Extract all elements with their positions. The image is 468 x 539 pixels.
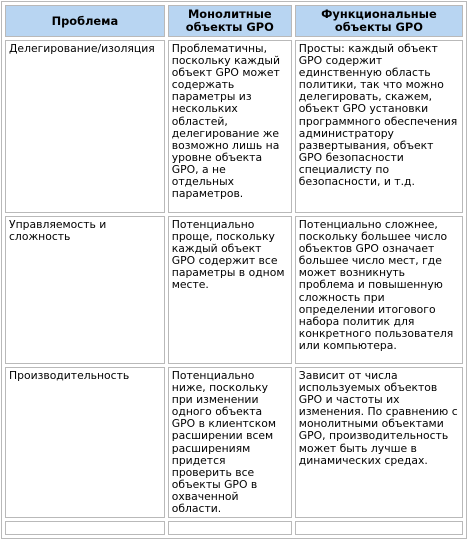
monolithic-text: Проблематичны, поскольку каждый объект GPO может содержать параметры из нескольких областей, делегирование же возможно лишь на уровне объекта GPO, а не отдельных параметров.: [171, 42, 280, 201]
table-row: [5, 367, 463, 518]
monolithic-text: Потенциально проще, поскольку каждый объект GPO содержит все параметры в одном месте.: [171, 218, 285, 292]
problem-text: Делегирование/изоляция: [9, 42, 155, 55]
comparison-table: [1, 1, 467, 539]
cell-problem: [5, 216, 165, 364]
cell-empty: [295, 521, 463, 535]
header-problem: Проблема: [5, 5, 165, 37]
table-row: [5, 40, 463, 213]
functional-text: Зависит от числа используемых объектов GPO и частоты их изменения. По сравнению с монолитными объектами GPO, производительность может быть лучше в динамических средах.: [298, 369, 458, 467]
cell-monolithic: [168, 40, 292, 213]
problem-text: Производительность: [9, 369, 130, 382]
monolithic-text: Потенциально ниже, поскольку при изменении одного объекта GPO в клиентском расширении всем расширениям придется проверить все объекты GPO в охваченной области.: [171, 369, 277, 516]
cell-problem: [5, 40, 165, 213]
functional-text: Потенциально сложнее, поскольку большее число объектов GPO означает большее число мест, где может возникнуть проблема и повышенную сложность при определении итогового набора политик для конкретного пользователя или компьютера.: [298, 218, 454, 352]
cell-functional: [295, 367, 463, 518]
header-functional-gpo: Функциональные объекты GPO: [295, 5, 463, 37]
table-row: [5, 216, 463, 364]
table-header-row: [5, 5, 463, 37]
cell-empty: [5, 521, 165, 535]
cell-monolithic: [168, 216, 292, 364]
header-monolithic-gpo: Монолитные объекты GPO: [168, 5, 292, 37]
cell-problem: [5, 367, 165, 518]
cell-functional: [295, 40, 463, 213]
functional-text: Просты: каждый объект GPO содержит единственную область политики, так что можно делегировать, скажем, объект GPO установки программного обеспечения администратору развертывания, объект GPO безопасности специалисту по безопасности, и т.д.: [298, 42, 458, 189]
table-row-empty: [5, 521, 463, 535]
cell-empty: [168, 521, 292, 535]
cell-functional: [295, 216, 463, 364]
cell-monolithic: [168, 367, 292, 518]
problem-text: Управляемость и сложность: [9, 218, 107, 244]
